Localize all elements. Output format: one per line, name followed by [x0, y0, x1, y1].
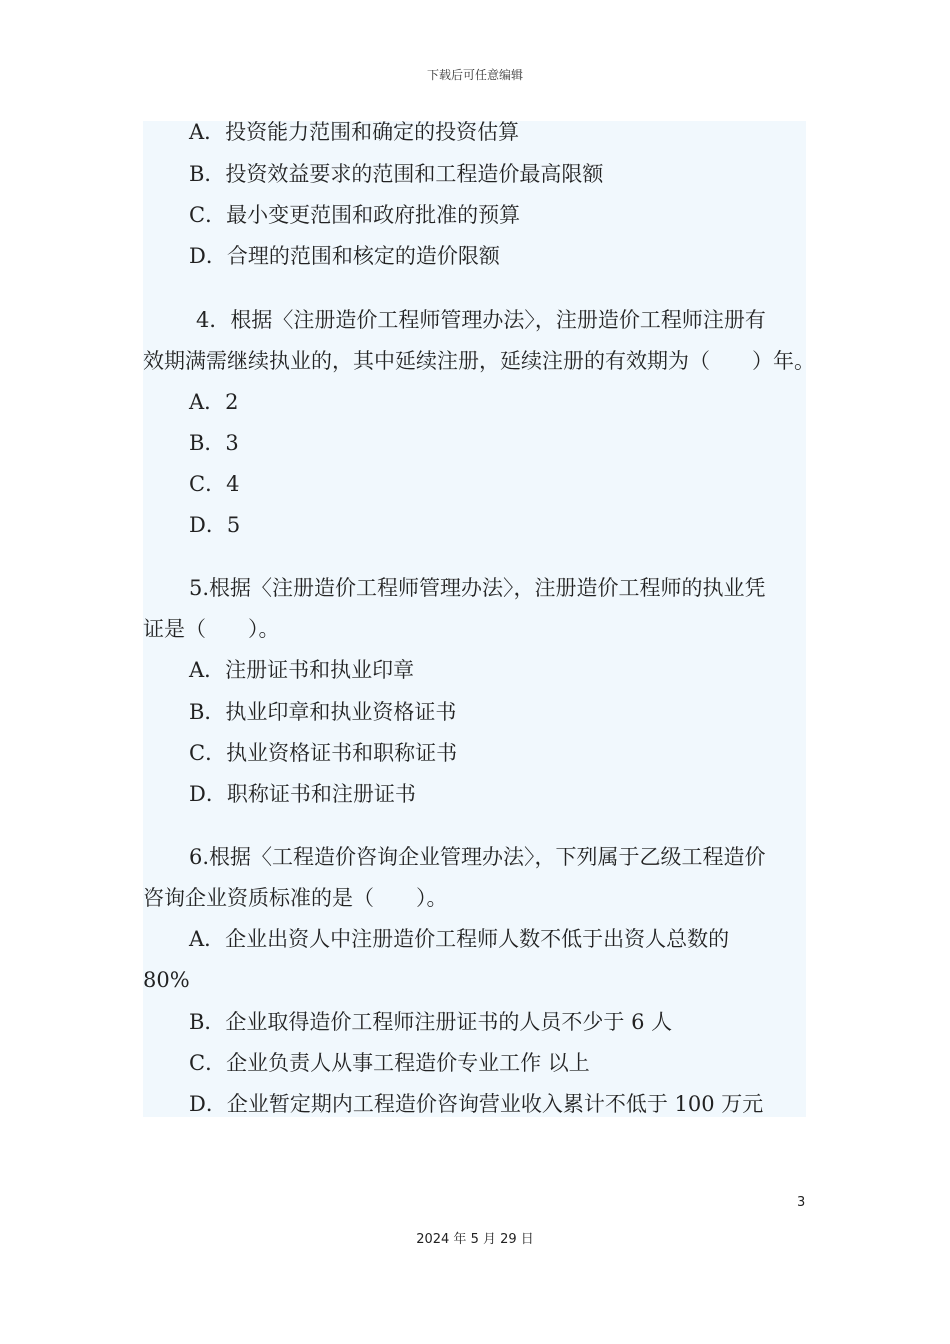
- q5-option-d: D．职称证书和注册证书: [189, 782, 416, 806]
- q5-option-a: A．注册证书和执业印章: [189, 658, 415, 682]
- q6-option-d: D．企业暂定期内工程造价咨询营业收入累计不低于 100 万元: [189, 1092, 764, 1116]
- q6-option-a: A．企业出资人中注册造价工程师人数不低于出资人总数的: [189, 927, 730, 951]
- q5-stem-line2: 证是（ ）。: [143, 617, 280, 641]
- q6-option-b: B．企业取得造价工程师注册证书的人员不少于 6 人: [189, 1010, 673, 1034]
- q5-option-c: C．执业资格证书和职称证书: [189, 741, 458, 765]
- q4-stem-line2: 效期满需继续执业的，其中延续注册，延续注册的有效期为（ ）年。: [143, 349, 815, 373]
- q4-option-d: D．5: [189, 513, 241, 537]
- q6-option-a-cont: 80%: [143, 968, 190, 992]
- q3-option-b: B．投资效益要求的范围和工程造价最高限额: [189, 162, 604, 186]
- q3-option-d: D．合理的范围和核定的造价限额: [189, 244, 500, 268]
- q6-option-c: C．企业负责人从事工程造价专业工作 以上: [189, 1051, 590, 1075]
- q4-option-b: B．3: [189, 431, 239, 455]
- q5-stem-line1: 5.根据〈注册造价工程师管理办法〉，注册造价工程师的执业凭: [189, 576, 766, 600]
- q4-option-c: C．4: [189, 472, 240, 496]
- page-footer-date: 2024 年 5 月 29 日: [416, 1232, 534, 1247]
- q4-stem-line1: 4．根据〈注册造价工程师管理办法〉，注册造价工程师注册有: [196, 308, 766, 332]
- page-number: 3: [797, 1195, 806, 1210]
- q6-stem-line1: 6.根据〈工程造价咨询企业管理办法〉，下列属于乙级工程造价: [189, 845, 766, 869]
- q3-option-c: C．最小变更范围和政府批准的预算: [189, 203, 521, 227]
- page-header: 下载后可任意编辑: [426, 68, 523, 82]
- q5-option-b: B．执业印章和执业资格证书: [189, 700, 457, 724]
- q4-option-a: A．2: [189, 390, 239, 414]
- q3-option-a: A．投资能力范围和确定的投资估算: [189, 120, 520, 144]
- q6-stem-line2: 咨询企业资质标准的是（ ）。: [143, 886, 448, 910]
